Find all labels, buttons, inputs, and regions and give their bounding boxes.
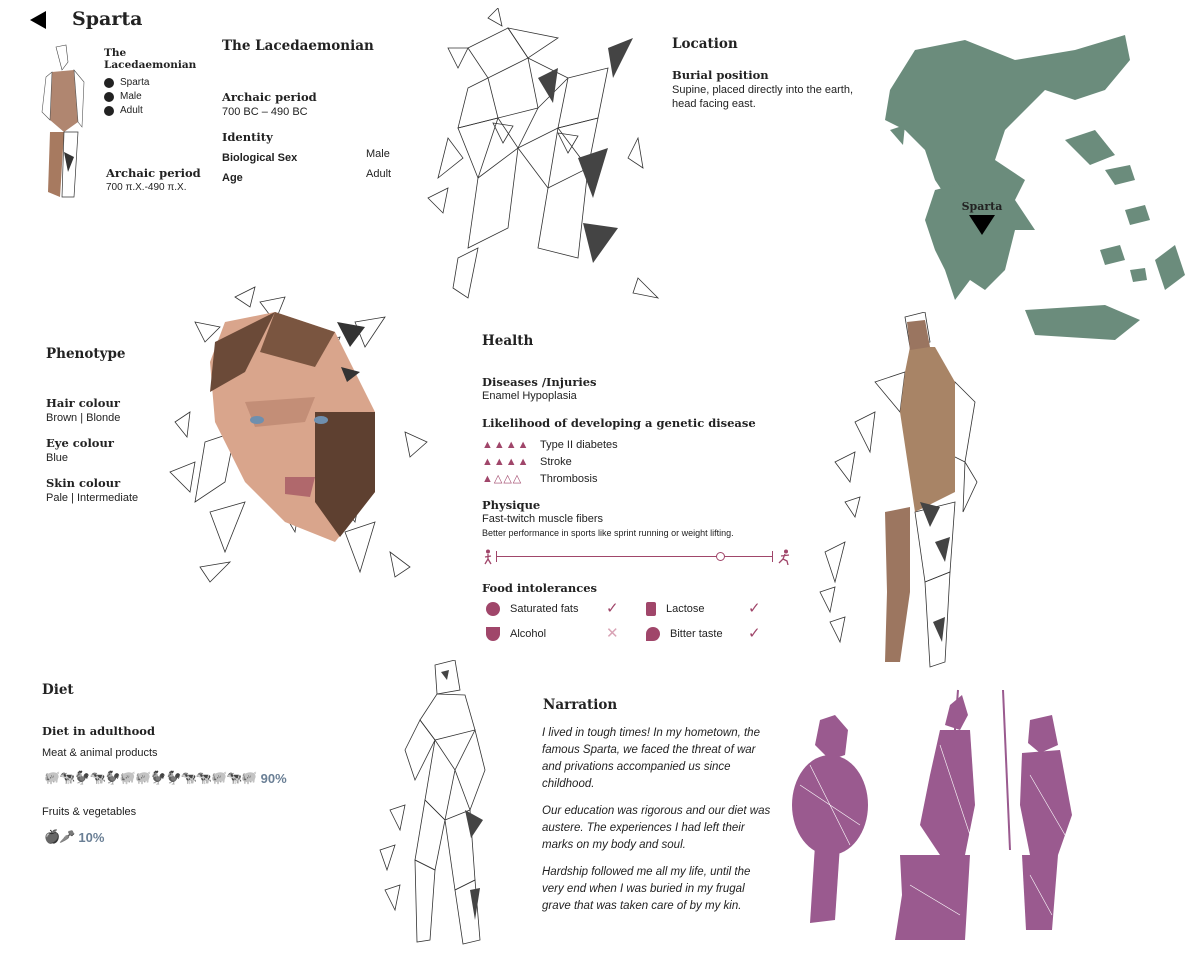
physique-value: Fast-twitch muscle fibers [482, 513, 604, 525]
back-arrow-icon [28, 10, 48, 30]
sprinter-icon [778, 549, 792, 565]
body-outline-illustration [375, 660, 510, 948]
phenotype-eye: Eye colour Blue [46, 436, 114, 464]
skeleton-thumbnail [34, 42, 90, 202]
food-status-bitter-taste: ✓ [748, 625, 761, 642]
meat-icons: 🐖🐄🐓🐄🐓🐖🐖🐓🐓🐄🐄🐖🐄🐖 [44, 770, 257, 785]
identity-label: Identity [222, 130, 273, 144]
physique-track [496, 556, 772, 557]
body-illustration [815, 312, 985, 677]
tag-age: Adult [104, 105, 149, 116]
diet-heading: Diet [42, 682, 74, 698]
diet-subheading: Diet in adulthood [42, 724, 155, 738]
genetic-row: ▲▲▲▲ Stroke [482, 455, 572, 468]
greece-map [875, 30, 1190, 345]
identity-row-age: Age Adult [222, 168, 392, 184]
summary-tags [104, 77, 149, 116]
tongue-icon [646, 627, 660, 641]
location-heading: Location [672, 36, 738, 52]
identity-period-label: Archaic period [222, 90, 317, 104]
back-button[interactable] [28, 10, 48, 30]
narration-paragraph: Our education was rigorous and our diet was austere. The experiences I had left their marks on my body and soul. [542, 805, 771, 851]
phenotype-hair: Hair colour Brown | Blonde [46, 396, 121, 424]
physique-track-end [772, 551, 773, 562]
physique-note: Better performance in sports like sprint running or weight lifting. [482, 528, 734, 538]
tag-location: Sparta [104, 77, 149, 88]
meat-label: Meat & animal products [42, 747, 158, 759]
risk-rating: ▲▲▲▲ [482, 438, 530, 451]
narration-paragraph: I lived in tough times! In my hometown, the famous Sparta, we faced the threat of war and privations accompanied us since childhood. [542, 727, 760, 790]
map-marker-icon [967, 213, 997, 235]
page-title: Sparta [72, 8, 143, 30]
food-item-alcohol: Alcohol [486, 625, 616, 643]
drop-icon [486, 602, 500, 616]
wine-glass-icon [486, 627, 500, 641]
burial-text: Supine, placed directly into the earth, head facing east. [672, 84, 854, 110]
gender-icon [104, 92, 114, 102]
fruit-bar [44, 829, 104, 845]
identity-period-value: 700 BC – 490 BC [222, 106, 308, 118]
walker-icon [482, 549, 494, 565]
physique-scale [482, 549, 792, 567]
age-icon [104, 106, 114, 116]
map-marker-label: Sparta [961, 200, 1003, 213]
identity-row-sex: Biological Sex Male [222, 148, 390, 164]
identity-heading: The Lacedaemonian [222, 38, 374, 54]
diseases-value: Enamel Hypoplasia [482, 390, 577, 402]
genetic-label: Likelihood of developing a genetic disease [482, 416, 756, 430]
fruit-percentage: 10% [78, 829, 105, 845]
summary-period-title: Archaic period [106, 166, 201, 180]
physique-label: Physique [482, 498, 541, 512]
risk-rating: ▲▲▲▲ [482, 455, 530, 468]
diseases-label: Diseases /Injuries [482, 375, 597, 389]
food-status-alcohol: ✕ [606, 625, 619, 642]
food-item-lactose: Lactose [646, 600, 766, 618]
narration-heading: Narration [543, 697, 618, 713]
food-item-bitter-taste: Bitter taste [646, 625, 766, 643]
physique-track-start [496, 551, 497, 562]
summary-name: The Lacedaemonian [104, 47, 197, 71]
meat-percentage: 90% [260, 770, 287, 786]
genetic-row: ▲△△△ Thrombosis [482, 472, 598, 485]
physique-marker [716, 552, 725, 561]
phenotype-skin: Skin colour Pale | Intermediate [46, 476, 139, 504]
spartan-warriors-illustration [790, 685, 1080, 945]
location-icon [104, 78, 114, 88]
fruit-label: Fruits & vegetables [42, 806, 137, 818]
tag-gender: Male [104, 91, 149, 102]
meat-bar [44, 770, 287, 786]
narration-text [542, 725, 774, 925]
skull-illustration [418, 8, 680, 308]
food-label: Food intolerances [482, 581, 597, 595]
health-heading: Health [482, 333, 534, 349]
map-marker [960, 200, 1004, 235]
phenotype-list [46, 396, 138, 504]
narration-paragraph: Hardship followed me all my life, until the very end when I was buried in my frugal grave that was taken care of by my kin. [542, 866, 751, 912]
face-illustration [165, 282, 430, 587]
food-list [482, 600, 772, 644]
milk-icon [646, 602, 656, 616]
phenotype-heading: Phenotype [46, 346, 126, 362]
food-status-saturated-fats: ✓ [606, 600, 619, 617]
genetic-list [482, 436, 618, 487]
risk-rating: ▲△△△ [482, 473, 523, 485]
genetic-row: ▲▲▲▲ Type II diabetes [482, 438, 618, 451]
food-item-saturated-fats: Saturated fats [486, 600, 616, 618]
food-status-lactose: ✓ [748, 600, 761, 617]
fruit-icons: 🍎🥕 [44, 829, 75, 844]
burial-label: Burial position [672, 68, 769, 82]
summary-period-dates: 700 π.Χ.-490 π.Χ. [106, 182, 187, 193]
